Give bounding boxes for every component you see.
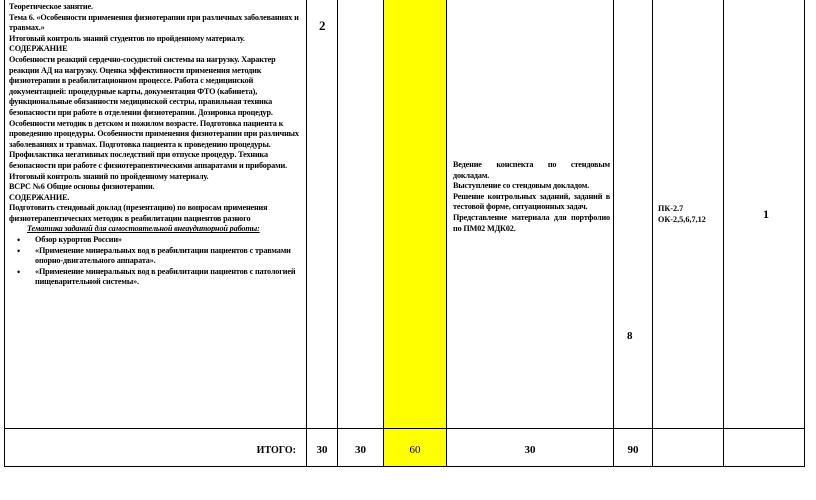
task-item: Ведение конспекта по стендовым докладам. (453, 160, 610, 180)
total-label: ИТОГО: (256, 445, 296, 456)
lesson-content-cell (9, 2, 305, 288)
level-value: 1 (763, 207, 769, 221)
total-cell: 30 (316, 444, 328, 456)
topic-title: Тема 6. «Особенности применения физиотерапии при различных заболеваниях и травмах.» (9, 12, 299, 33)
content-text: Особенности реакций сердечно-сосудистой системы на нагрузку. Характер реакции АД на нагрузку. Оценка эффективности применения методик физиотерапии в реабилитационном процессе. Работа с медицинской документацией: процедурные карты, документация ФТО (кабинета), функциональные обязанности медицинской сестры, правильная техника безопасности при работе в отделении физиотерапии. Дозировка процедур. Особенности методик в детском и пожилом возрасте. Подготовка пациента к проведению процедуры. Особенности применения физиотерапии при различных заболеваниях и травмах. Подготовка пациента к проведению процедуры. Профилактика негативных последствий при отпуске процедур. Техника безопасности при работе с физиотерапевтическими аппаратами и приборами. Итоговый контроль знаний по пройденному материалу. (9, 54, 299, 181)
list-item: • Обзор курортов России» (35, 235, 305, 246)
column-divider (613, 0, 614, 467)
column-divider (723, 0, 724, 467)
competency-code: ПК-2.7 (658, 204, 684, 213)
topic-list (9, 235, 305, 288)
column-divider (446, 0, 447, 467)
task-item: Решение контрольных заданий, заданий в тестовой форме, ситуационных задач. (453, 191, 610, 212)
theory-lesson-label: Теоретическое занятие. (9, 2, 93, 11)
competencies-cell (658, 204, 706, 225)
column-divider (306, 0, 307, 467)
total-cell: 90 (627, 444, 639, 456)
tasks-cell (453, 160, 610, 234)
list-item: • «Применение минеральных вод в реабилитации пациентов с патологией пищеварительной системы». (35, 267, 305, 288)
hours-value: 2 (319, 18, 326, 33)
task-item: Выступление со стендовым докладом. (453, 181, 590, 191)
competency-code: ОК-2,5,6,7,12 (658, 214, 706, 224)
final-control-text: Итоговый контроль знаний студентов по пройденному материалу. (9, 33, 245, 43)
column-divider (652, 0, 653, 467)
total-cell: 60 (409, 444, 421, 456)
row-divider (4, 428, 805, 429)
column-divider (337, 0, 338, 467)
task-item: Представление материала для портфолио по ПМ02 МДК02. (453, 212, 610, 233)
content-heading: СОДЕРЖАНИЕ (9, 44, 68, 54)
column-divider (383, 0, 384, 467)
total-cell: 30 (524, 444, 536, 456)
content-heading: СОДЕРЖАНИЕ. (9, 192, 70, 202)
list-item: • «Применение минеральных вод в реабилитации пациентов с травмами опорно-двигательного аппарата». (35, 246, 305, 267)
vsrs-title: ВСРС №6 Общие основы физиотерапии. (9, 182, 155, 192)
content-text: Подготовить стендовый доклад (презентацию) по вопросам применения физиотерапевтических методик в реабилитации пациентов разного (9, 203, 268, 223)
self-hours-value: 8 (627, 330, 633, 342)
total-cell: 30 (355, 444, 366, 456)
topics-heading: Тематика заданий для самостоятельной внеаудиторной работы: (27, 224, 260, 234)
